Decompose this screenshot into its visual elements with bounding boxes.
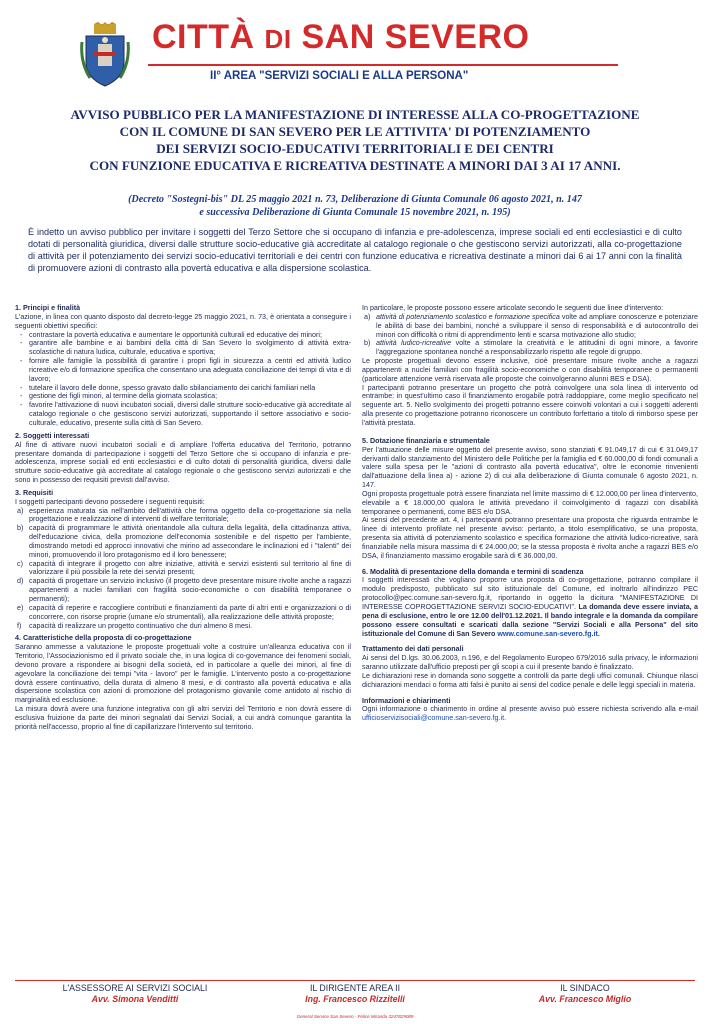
section-text: Ai sensi del precedente art. 4, i partecipanti potranno presentare una proposta che riguarda entrambe le linee di intervento profilate nel presente avviso: pertanto, a titolo esemplificativo, se una proposta, presenta sia attività di potenziamento scolastico e specifica formazione che attività ludico-ricreative, sarà finanziabile nella misura massima di € 24.000,00; se la stessa proposta è rivolta anche a ragazzi BES e/o DSA, il finanziamento massimo erogabile sarà di € 36.000,00.	[362, 516, 698, 560]
city-title: CITTÀ DI SAN SEVERO	[152, 18, 530, 56]
intro-paragraph: È indetto un avviso pubblico per invitare i soggetti del Terzo Settore che si occupano di infanzia e pre-adolescenza, imprese sociali ed enti ecclesiastici e di culto dotati di personalità giuridica, diversi dalle strutture socio-educative già accreditate al catalogo regionale o che gestiscono servizi autorizzati, alla co-progettazione di attività per il potenziamento dei servizi socio-educativi territoriali e dei centri con funzione educativa e ricreativa destinate a minori dai 6 ai 17 anni con la finalità di promuovere azioni di contrasto alla povertà educativa e alla dispersione scolastica.	[28, 227, 682, 274]
signature-dirigente	[260, 983, 450, 1005]
list-item: e) capacità di reperire e raccogliere contributi e finanziamenti da parte di altri enti e organizzazioni o di concorrere, con risorse proprie (umane e/o strumentali), alla realizzazione delle attività proposte;	[17, 603, 351, 621]
heading-line: AVVISO PUBBLICO PER LA MANIFESTAZIONE DI INTERESSE ALLA CO-PROGETTAZIONE	[70, 107, 640, 122]
section-text: La misura dovrà avere una funzione integrativa con gli altri servizi del Territorio e non dovrà essere di esclusiva fruizione da parte dei minori segnalati dai Servizi Sociali, a cui andrà comunque garantita la priorità nell'accesso, proprio al fine di capillarizzare l'intervento sul territorio.	[15, 705, 351, 731]
signature-role: IL DIRIGENTE AREA II	[309, 983, 401, 993]
section-text: Saranno ammesse a valutazione le proposte progettuali volte a costruire un'alleanza educativa con il Territorio, l'Associazionismo ed il privato sociale che, in una logica di co-governance dei fenomeni sociali, devono provare a rispondere ai bisogni della società, ed in particolare a quelle dei minori, al fine di agevolare la conciliazione dei tempi "vita - lavoro" per le famiglie. L'intervento posto a co-progettazione dovrà essere continuativo, della durata di almeno 8 mesi, e di contrasto alla povertà educativa e alla dispersione scolastica con azioni di promozione del protagonismo giovanile come antidoto al rischio di marginalità ed esclusione.	[15, 643, 351, 705]
section-text: Ogni proposta progettuale potrà essere finanziata nel limite massimo di € 12.000,00 per linea d'intervento, elevabile a € 18.000,00 qualora le attività prevedano il coinvolgimento di ragazzi con disabilità temporanee o permanenti, come BES e/o DSA.	[362, 489, 698, 516]
section-text: Per l'attuazione delle misure oggetto del presente avviso, sono stanziati € 91.049,17 di cui € 31.049,17 derivanti dallo stanziamento del Ministero delle Politiche per la famiglia ed € 60.000,00 di fondi comunali a valere sulla spesa per le "azioni di contrasto alla povertà educativa", oltre le economie rinvenienti dall'attuazione della linea a) - azione 2) di cui alla deliberazione di Giunta comunale 6 agosto 2021, n. 147.	[362, 445, 698, 490]
city-crest-icon	[80, 22, 130, 88]
intervention-lines	[362, 313, 698, 357]
header-divider	[148, 64, 618, 66]
signature-sindaco	[490, 983, 680, 1005]
section-title: Informazioni e chiarimenti	[362, 696, 451, 705]
signature-role: IL SINDACO	[560, 983, 610, 993]
printer-credit: General Service San Severo - Felice Miranda 3247829089	[296, 1014, 414, 1019]
signature-name: Ing. Francesco Rizzitelli	[305, 994, 405, 1004]
list-item: a) attività di potenziamento scolastico e formazione specifica volte ad ampliare conoscenze e potenziare le abilità di base dei bambini, nonché a sviluppare il senso di responsabilità e di autocontrollo dei minori con difficoltà o ritmi di apprendimento lenti e scarsa motivazione allo studio;	[364, 312, 698, 339]
area-subtitle: II° AREA "SERVIZI SOCIALI E ALLA PERSONA"	[210, 70, 469, 82]
list-item: f) capacità di realizzare un progetto continuativo che duri almeno 8 mesi.	[17, 621, 253, 630]
footer-divider	[15, 980, 695, 981]
section-title: 2. Soggetti interessati	[15, 431, 90, 440]
list-item: - contrastare la povertà educativa e aumentare le opportunità culturali ed educative dei minori;	[29, 331, 351, 340]
signature-assessore	[40, 983, 230, 1005]
heading-line: CON FUNZIONE EDUCATIVA E RICREATIVA DESTINATE A MINORI DAI 3 AI 17 ANNI.	[89, 158, 621, 173]
section-text: I partecipanti potranno presentare un progetto che potrà coinvolgere una sola linea di intervento od entrambe: in quest'ultimo caso il finanziamento erogabile potrà raddoppiare, come meglio specificato nel seguente art. 5. Nello svolgimento dei progetti potranno essere coinvolti volontari a cui i soggetti aderenti alla presente co progettazione potranno riconoscere un contributo forfettario a titolo di rimborso spese per l'attività prestata.	[362, 383, 698, 427]
section-text: Ai sensi del D.lgs. 30.06.2003, n.196, e del Regolamento Europeo 679/2016 sulla privacy, le informazioni saranno utilizzate dall'ufficio preposti per gli scopi a cui il presente bando è finalizzato.	[362, 654, 698, 672]
list-item: - fornire alle famiglie la possibilità di garantire i propri figli in sicurezza a centri ed attività ludico ricreative e/o di formazione specifica che consentano una adeguata conciliazione dei tempi di vita e di lavoro;	[29, 357, 351, 384]
section-text: Le proposte progettuali devono essere inclusive, cioè presentare misure rivolte anche a ragazzi appartenenti a nuclei familiari con fragilità socio-economiche o con disabilità temporanee o permanenti (particolare attenzione verrà riservata alle proposte che coinvolgeranno alunni BES e DSA).	[362, 357, 698, 383]
requirements-list	[15, 507, 351, 631]
heading-line: CON IL COMUNE DI SAN SEVERO PER LE ATTIVITA' DI POTENZIAMENTO	[119, 124, 591, 139]
section-title: 1. Principi e finalità	[15, 304, 81, 312]
list-item: - tutelare il lavoro delle donne, spesso gravato dallo sbilanciamento dei carichi familiari nella	[29, 384, 351, 393]
list-item: d) capacità di progettare un servizio inclusivo (il progetto deve presentare misure rivolte anche a ragazzi appartenenti a nuclei familiari con fragilità socio-economiche o con disabilità temporanee o permanenti);	[17, 577, 351, 603]
list-item: - garantire alle bambine e ai bambini della città di San Severo lo svolgimento di attività extra-scolastiche di natura ludica, culturale, educativa e sportiva;	[29, 339, 351, 357]
list-item: b) attività ludico-ricreative volte a stimolare la creatività e le attitudini di ogni minore, a favorire l'aggregazione spontanea nonché a responsabilizzarlo rispetto alle regole di gruppo.	[364, 339, 699, 357]
email-link[interactable]: ufficioservizisociali@comune.san-severo.fg.it.	[362, 714, 507, 723]
decree-line: (Decreto "Sostegni-bis" DL 25 maggio 2021 n. 73, Deliberazione di Giunta Comunale 06 agosto 2021, n. 147	[128, 194, 582, 205]
section-title: 6. Modalità di presentazione della domanda e termini di scadenza	[362, 567, 584, 576]
list-item: b) capacità di programmare le attività orientandole alla cultura della legalità, della cittadinanza attiva, dell'educazione civica, della promozione dell'economia sostenibile e del rispetto per l'ambiente, dimostrando metodi ed approcci innovativi che mirino ad assecondare le inclinazioni ed i "talenti" dei minori, promuovendo il loro protagonismo ed il loro benessere;	[17, 524, 351, 559]
section-text: In particolare, le proposte possono essere articolate secondo le seguenti due linee d'intervento:	[362, 304, 664, 312]
section-text: I soggetti interessati che vogliano proporre una proposta di co-progettazione, potranno compilare il modulo predisposto, pubblicato sul sito istituzionale del Comune, ed inoltrarlo all'indirizzo PEC protocollo@pec.comune.san-severo.fg.it, riportando in oggetto la dicitura "MANIFESTAZIONE DI INTERESSE COPROGETTAZIONE SERVIZI SOCIO-EDUCATIVI". La domanda deve essere inviata, a pena di esclusione, entro le ore 12.00 dell'01.12.2021. Il bando integrale e la domanda da compilare possono essere consultati e scaricati dalla sezione "Servizi Sociali e alla Persona" del sito istituzionale del Comune di San Severo www.comune.san-severo.fg.it.	[362, 576, 699, 638]
objectives-list	[15, 331, 351, 428]
signature-name: Avv. Francesco Miglio	[538, 994, 632, 1004]
section-title: 5. Dotazione finanziaria e strumentale	[362, 436, 490, 445]
list-item: a) esperienza maturata sia nell'ambito dell'attività che forma oggetto della co-progettazione sia nella progettazione e realizzazione di interventi di welfare territoriale;	[17, 506, 351, 524]
section-title: Trattamento dei dati personali	[362, 645, 464, 654]
section-text: I soggetti partecipanti devono possedere i seguenti requisiti:	[15, 497, 205, 506]
decree-reference	[12, 193, 698, 219]
section-title: 4. Caratteristiche della proposta di co-progettazione	[15, 634, 192, 643]
list-item: - gestione dei figli minori, al termine della giornata scolastica;	[29, 392, 351, 401]
section-text: Ogni informazione o chiarimento in ordine al presente avviso può essere richiesta scrivendo alla e-mail ufficioservizisociali@comune.san-severo.fg.it.	[362, 705, 698, 723]
notice-heading	[12, 106, 698, 174]
website-link[interactable]: www.comune.san-severo.fg.it.	[497, 629, 600, 638]
section-title: 3. Requisiti	[15, 488, 54, 497]
list-item: c) capacità di integrare il progetto con altre iniziative, attività e servizi esistenti sul territorio al fine di valorizzare il più possibile la rete dei servizi presenti;	[17, 559, 351, 577]
signature-name: Avv. Simona Venditti	[91, 994, 179, 1004]
heading-line: DEI SERVIZI SOCIO-EDUCATIVI TERRITORIALI E DEI CENTRI	[156, 141, 554, 156]
signature-role: L'ASSESSORE AI SERVIZI SOCIALI	[62, 983, 208, 993]
right-column	[362, 304, 698, 723]
section-text: L'azione, in linea con quanto disposto dal decreto-legge 25 maggio 2021, n. 73, è orientata a conseguire i seguenti obiettivi specifici:	[15, 312, 351, 330]
list-item: - favorire l'attivazione di nuovi incubatori sociali, diversi dalle strutture socio-educative già accreditate al catalogo regionale o che gestiscono servizi autorizzati, supportando il settore associativo e socio-culturale, educativo, presente sulla città di San Severo.	[29, 401, 351, 428]
decree-line: e successiva Deliberazione di Giunta Comunale 15 novembre 2021, n. 195)	[199, 207, 511, 218]
left-column	[15, 304, 351, 732]
section-text: Le dichiarazioni rese in domanda sono soggette a controlli da parte degli uffici comunali. Chiunque rilasci dichiarazioni mendaci o forma atti falsi è punito ai sensi del codice penale e delle leggi speciali in materia.	[362, 671, 698, 689]
section-text: Al fine di attivare nuovi incubatori sociali e di ampliare l'offerta educativa del Territorio, potranno presentare domanda di partecipazione i soggetti del Terzo Settore che si occupano di infanzia e pre-adolescenza, imprese sociali ed enti ecclesiastici e di culto dotati di personalità giuridica, diversi dalle strutture socio-educative già accreditate al catalogo regionale o che gestiscono servizi autorizzati e che sono in possesso dei requisiti previsti dall'avviso.	[15, 440, 351, 485]
